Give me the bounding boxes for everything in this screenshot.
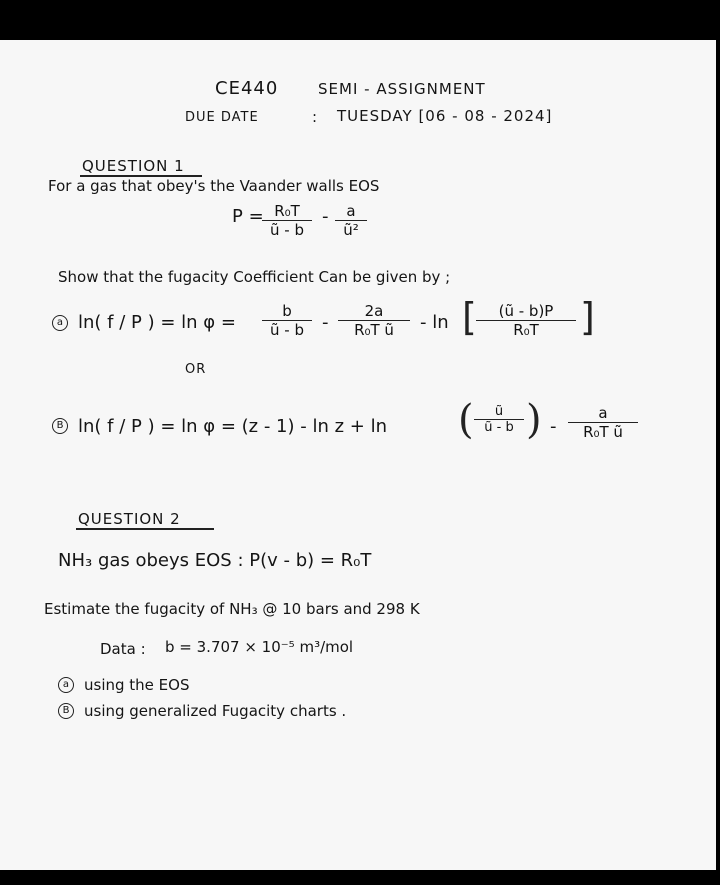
- eos-fraction-1-numerator: R₀T: [262, 202, 312, 221]
- assignment-sheet: [0, 40, 716, 870]
- question-2-part-b-marker: B: [58, 703, 74, 719]
- question-2-eos-line: NH₃ gas obeys EOS : P(v - b) = R₀T: [58, 550, 372, 571]
- part-b-last-fraction: [568, 404, 638, 441]
- part-b-last-numerator: a: [568, 404, 638, 423]
- part-a-term-2-numerator: 2a: [338, 302, 410, 321]
- part-a-term-1: [262, 302, 312, 339]
- part-a-term-2-denominator: R₀T ũ: [354, 321, 394, 339]
- part-a-term-3: [476, 302, 576, 339]
- part-b-paren-denominator: ũ - b: [484, 420, 514, 435]
- eos-fraction-1-denominator: ũ - b: [270, 221, 304, 239]
- due-date-colon: :: [312, 108, 318, 126]
- part-a-marker: a: [52, 315, 68, 331]
- part-a-term-1-denominator: ũ - b: [270, 321, 304, 339]
- part-a-term-3-denominator: R₀T: [513, 321, 539, 339]
- question-1-prompt: Show that the fugacity Coefficient Can be given by ;: [58, 268, 451, 286]
- part-a-open-bracket: [: [462, 295, 477, 339]
- question-2-part-a-marker: a: [58, 677, 74, 693]
- eos-p-label: P =: [232, 206, 264, 227]
- due-date-value: TUESDAY [06 - 08 - 2024]: [337, 107, 553, 125]
- eos-fraction-2-numerator: a: [335, 202, 367, 221]
- part-a-minus-1: -: [322, 312, 329, 333]
- question-2-part-a-text: using the EOS: [84, 676, 190, 694]
- part-a-term-2: [338, 302, 410, 339]
- eos-fraction-2-denominator: ũ²: [343, 221, 359, 239]
- part-a-term-3-numerator: (ũ - b)P: [476, 302, 576, 321]
- part-a-minus-ln: - ln: [420, 312, 449, 333]
- part-a-close-bracket: ]: [580, 295, 595, 339]
- part-b-paren-numerator: ũ: [474, 404, 524, 420]
- question-2-heading: QUESTION 2: [78, 510, 181, 528]
- part-b-open-paren: (: [458, 397, 474, 443]
- part-b-lhs: ln( f / P ) = ln φ = (z - 1) - ln z + ln: [78, 416, 387, 437]
- or-label: OR: [185, 362, 207, 377]
- question-1-heading: QUESTION 1: [82, 157, 185, 175]
- eos-fraction-1: [262, 202, 312, 239]
- eos-fraction-2: [335, 202, 367, 239]
- data-label: Data :: [100, 640, 146, 658]
- part-b-paren-fraction: [474, 404, 524, 435]
- top-black-bar: [0, 0, 720, 40]
- question-1-intro: For a gas that obey's the Vaander walls EOS: [48, 177, 380, 195]
- eos-minus: -: [322, 206, 329, 227]
- course-code: CE440: [215, 78, 279, 99]
- part-a-lhs: ln( f / P ) = ln φ =: [78, 312, 236, 333]
- part-b-marker: B: [52, 418, 68, 434]
- part-b-minus: -: [550, 416, 557, 437]
- part-b-last-denominator: R₀T ũ: [583, 423, 623, 441]
- assignment-title: SEMI - ASSIGNMENT: [318, 80, 486, 98]
- bottom-black-bar: [0, 870, 720, 885]
- question-2-task: Estimate the fugacity of NH₃ @ 10 bars and 298 K: [44, 600, 420, 618]
- part-a-term-1-numerator: b: [262, 302, 312, 321]
- part-b-close-paren: ): [526, 397, 542, 443]
- question-2-underline: [76, 528, 214, 530]
- data-value: b = 3.707 × 10⁻⁵ m³/mol: [165, 638, 354, 656]
- due-date-label: DUE DATE: [185, 110, 259, 125]
- question-2-part-b-text: using generalized Fugacity charts .: [84, 702, 347, 720]
